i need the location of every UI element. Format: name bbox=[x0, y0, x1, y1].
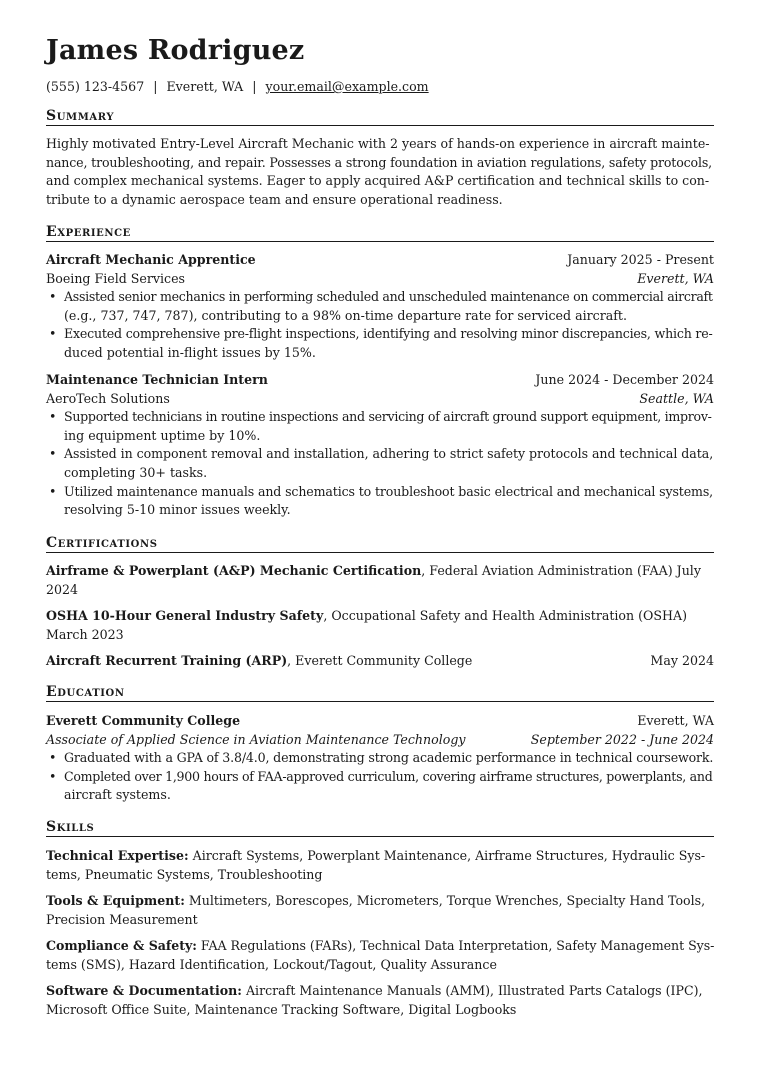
bullet-line: • Completed over 1,900 hours of FAA-approved curriculum, covering airframe structures, powerplants, and bbox=[64, 768, 713, 784]
certification-item bbox=[46, 652, 714, 671]
section-heading-summary: Summary bbox=[46, 108, 714, 126]
list-item bbox=[64, 445, 714, 482]
skill-label: Tools & Equipment: bbox=[46, 893, 185, 908]
skill-list: Multimeters, Borescopes, Micrometers, Torque Wrenches, Specialty Hand Tools, bbox=[184, 893, 706, 908]
education-entry bbox=[46, 712, 714, 805]
certification-name: Aircraft Recurrent Training (ARP) bbox=[46, 653, 288, 668]
bullet-line: ing equipment uptime by 10%. bbox=[64, 427, 261, 443]
bullet-line: • Assisted in component removal and installation, adhering to strict safety protocols and technical data, bbox=[64, 446, 714, 462]
list-item bbox=[64, 483, 714, 520]
list-item bbox=[64, 325, 714, 362]
email-link[interactable]: your.email@example.com bbox=[265, 79, 429, 94]
bullet-line: • Executed comprehensive pre-flight inspections, identifying and resolving minor discrepancies, which re- bbox=[64, 326, 713, 342]
bullet-line: duced potential in-flight issues by 15%. bbox=[64, 344, 316, 360]
summary-line: Highly motivated Entry-Level Aircraft Mechanic with 2 years of hands-on experience in aircraft mainte- bbox=[46, 136, 710, 151]
job-entry bbox=[46, 251, 714, 363]
certification-name: Airframe & Powerplant (A&P) Mechanic Certification bbox=[46, 563, 422, 578]
list-item bbox=[64, 288, 714, 325]
job-location: Everett, WA bbox=[637, 270, 714, 286]
location: Everett, WA bbox=[166, 79, 244, 94]
bullet-line: aircraft systems. bbox=[64, 787, 171, 803]
certification-detail: 2024 bbox=[46, 581, 79, 597]
company-name: Boeing Field Services bbox=[46, 270, 186, 286]
bullet-line: • Graduated with a GPA of 3.8/4.0, demonstrating strong academic performance in technical coursework. bbox=[64, 750, 714, 766]
separator: | bbox=[153, 79, 158, 94]
job-bullets bbox=[46, 288, 714, 362]
certification-detail: , Occupational Safety and Health Administration (OSHA) bbox=[323, 608, 687, 623]
skill-label: Technical Expertise: bbox=[46, 848, 189, 863]
certification-name: OSHA 10-Hour General Industry Safety bbox=[46, 608, 324, 623]
skill-list: FAA Regulations (FARs), Technical Data Interpretation, Safety Management Sys- bbox=[196, 938, 715, 953]
certification-detail: , Federal Aviation Administration (FAA) July bbox=[421, 563, 701, 578]
list-item bbox=[64, 408, 714, 445]
skill-list: tems (SMS), Hazard Identification, Lockout/Tagout, Quality Assurance bbox=[46, 956, 497, 972]
school-location: Everett, WA bbox=[637, 713, 714, 728]
list-item bbox=[64, 749, 714, 768]
degree: Associate of Applied Science in Aviation Maintenance Technology bbox=[46, 731, 466, 747]
education-dates: September 2022 - June 2024 bbox=[530, 731, 714, 747]
skill-list: Aircraft Systems, Powerplant Maintenance, Airframe Structures, Hydraulic Sys- bbox=[188, 848, 706, 863]
certification-date: May 2024 bbox=[650, 653, 714, 668]
job-dates: June 2024 - December 2024 bbox=[535, 372, 714, 387]
bullet-line: • Assisted senior mechanics in performing scheduled and unscheduled maintenance on commercial aircraft bbox=[64, 289, 713, 305]
job-bullets bbox=[46, 408, 714, 520]
job-entry bbox=[46, 371, 714, 520]
certification-item bbox=[46, 562, 714, 599]
section-heading-certifications: Certifications bbox=[46, 535, 714, 553]
skill-group bbox=[46, 892, 714, 929]
job-title: Aircraft Mechanic Apprentice bbox=[46, 252, 256, 267]
certification-item bbox=[46, 607, 714, 644]
certification-detail: , Everett Community College bbox=[287, 653, 473, 668]
skill-list: tems, Pneumatic Systems, Troubleshooting bbox=[46, 866, 323, 882]
contact-line bbox=[46, 79, 429, 94]
summary-line: tribute to a dynamic aerospace team and ensure operational readiness. bbox=[46, 191, 503, 207]
skill-list: Aircraft Maintenance Manuals (AMM), Illustrated Parts Catalogs (IPC), bbox=[241, 983, 703, 998]
bullet-line: • Supported technicians in routine inspections and servicing of aircraft ground support equipment, improv- bbox=[64, 409, 712, 425]
skill-list: Precision Measurement bbox=[46, 911, 198, 927]
job-location: Seattle, WA bbox=[639, 390, 714, 406]
bullet-line: resolving 5-10 minor issues weekly. bbox=[64, 502, 291, 518]
skill-group bbox=[46, 982, 714, 1019]
certification-detail: March 2023 bbox=[46, 626, 124, 642]
bullet-line: completing 30+ tasks. bbox=[64, 464, 208, 480]
skill-label: Compliance & Safety: bbox=[46, 938, 197, 953]
section-heading-skills: Skills bbox=[46, 819, 714, 837]
skill-label: Software & Documentation: bbox=[46, 983, 242, 998]
section-heading-education: Education bbox=[46, 684, 714, 702]
summary-line: nance, troubleshooting, and repair. Possesses a strong foundation in aviation regulations, safety protocols, bbox=[46, 154, 712, 170]
section-heading-experience: Experience bbox=[46, 224, 714, 242]
summary-text bbox=[46, 135, 714, 209]
education-bullets bbox=[46, 749, 714, 805]
school-name: Everett Community College bbox=[46, 713, 241, 728]
company-name: AeroTech Solutions bbox=[46, 390, 170, 406]
bullet-line: • Utilized maintenance manuals and schematics to troubleshoot basic electrical and mechanical systems, bbox=[64, 483, 714, 499]
summary-line: and complex mechanical systems. Eager to apply acquired A&P certification and technical skills to con- bbox=[46, 173, 710, 189]
skill-list: Microsoft Office Suite, Maintenance Tracking Software, Digital Logbooks bbox=[46, 1001, 517, 1017]
job-dates: January 2025 - Present bbox=[567, 252, 714, 267]
phone-number: (555) 123-4567 bbox=[46, 79, 145, 94]
skill-group bbox=[46, 937, 714, 974]
list-item bbox=[64, 768, 714, 805]
bullet-line: (e.g., 737, 747, 787), contributing to a 98% on-time departure rate for serviced aircraft. bbox=[64, 307, 627, 323]
separator: | bbox=[252, 79, 257, 94]
candidate-name: James Rodriguez bbox=[46, 35, 305, 66]
job-title: Maintenance Technician Intern bbox=[46, 372, 268, 387]
skill-group bbox=[46, 847, 714, 884]
